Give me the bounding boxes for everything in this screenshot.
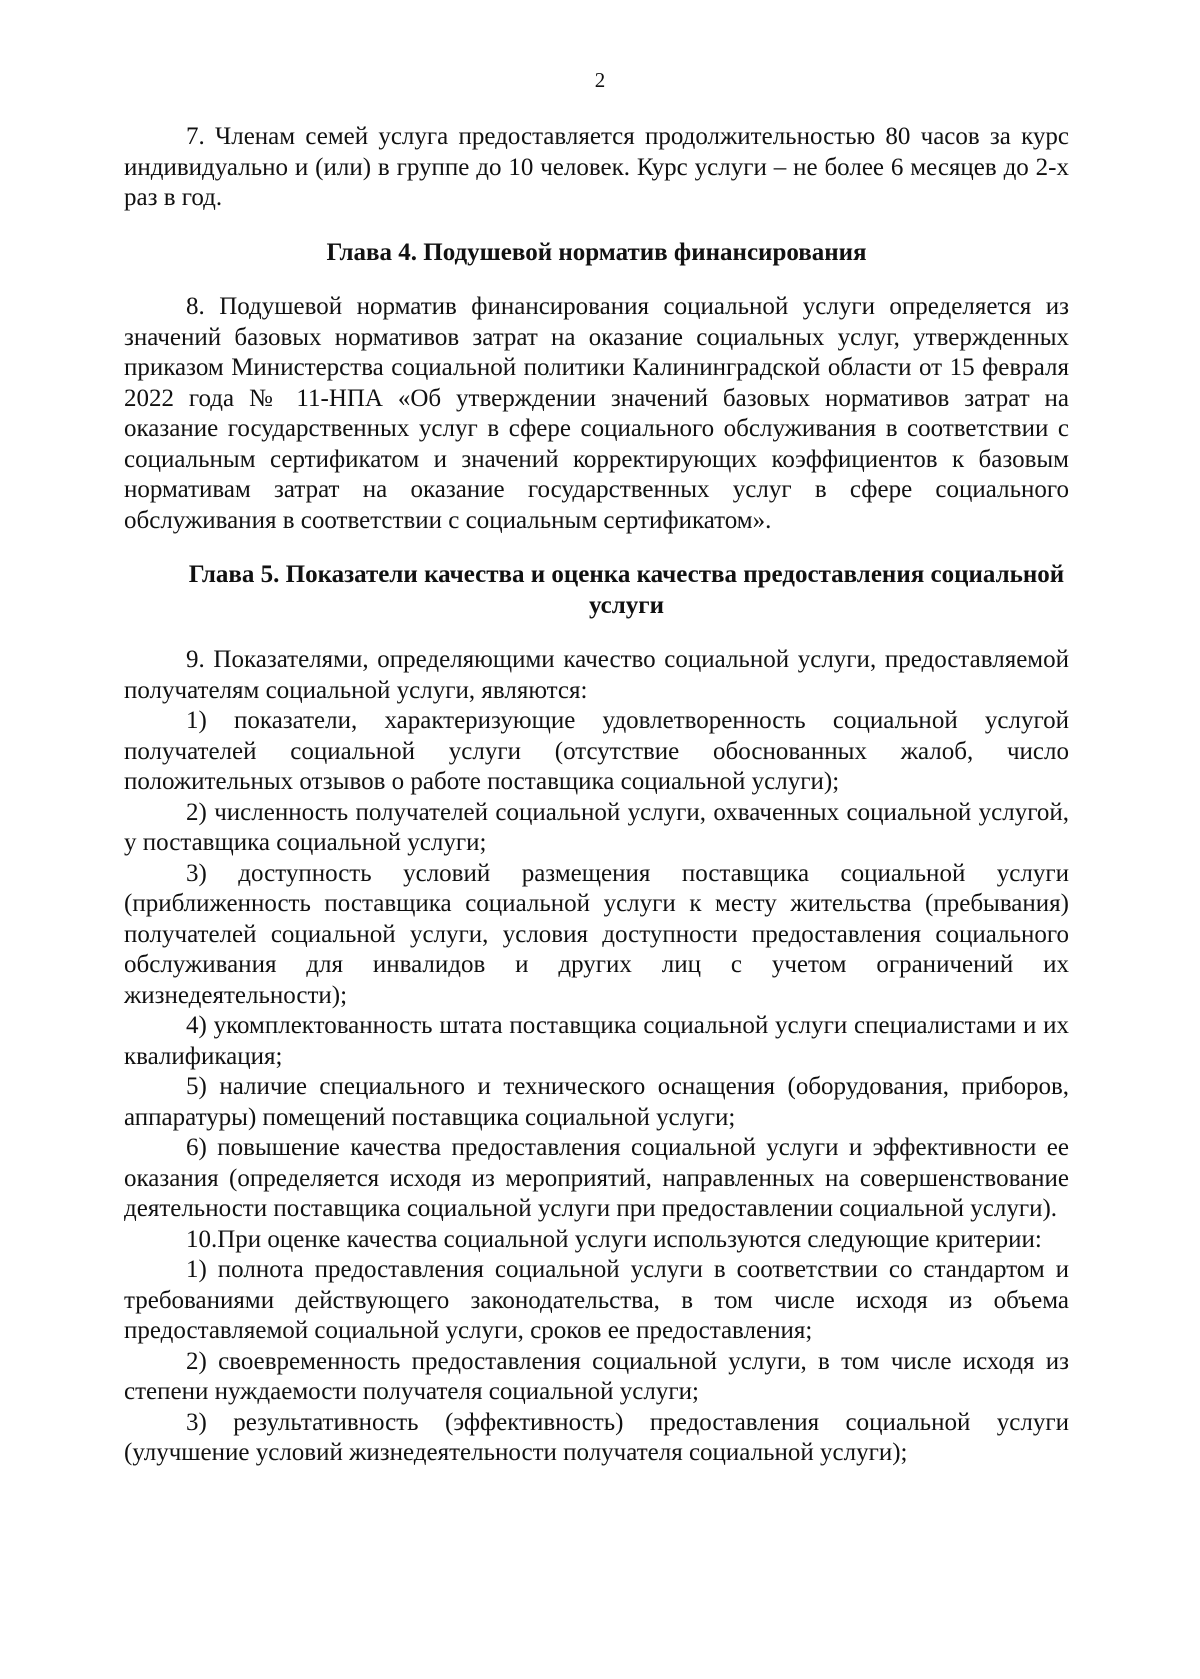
- list-item-10-1: 1) полнота предоставления социальной услуги в соответствии со стандартом и требованиями действующего законодательства, в том числе исходя из объема предоставляемой социальной услуги, сроков ее предоставления;: [124, 1256, 1069, 1344]
- list-item-9-5: 5) наличие специального и технического оснащения (оборудования, приборов, аппаратуры) помещений поставщика социальной услуги;: [124, 1073, 1069, 1131]
- list-item-9-4: 4) укомплектованность штата поставщика социальной услуги специалистами и их квалификация;: [124, 1012, 1069, 1070]
- document-body: [124, 122, 1069, 1469]
- paragraph-10: 10.При оценке качества социальной услуги используются следующие критерии:: [186, 1225, 1042, 1253]
- paragraph-8: 8. Подушевой норматив финансирования социальной услуги определяется из значений базовых нормативов затрат на оказание социальных услуг, утвержденных приказом Министерства социальной политики Калининградской области от 15 февраля 2022 года № 11-НПА «Об утверждении значений базовых нормативов затрат на оказание государственных услуг в сфере социального обслуживания в соответствии с социальным сертификатом и значений корректирующих коэффициентов к базовым нормативам затрат на оказание государственных услуг в сфере социального обслуживания в соответствии с социальным сертификатом».: [124, 293, 1069, 534]
- paragraph-9: 9. Показателями, определяющими качество социальной услуги, предоставляемой получателям социальной услуги, являются:: [124, 646, 1069, 704]
- list-item-10-3: 3) результативность (эффективность) предоставления социальной услуги (улучшение условий жизнедеятельности получателя социальной услуги);: [124, 1408, 1069, 1466]
- list-item-9-1: 1) показатели, характеризующие удовлетворенность социальной услугой получателей социальной услуги (отсутствие обоснованных жалоб, число положительных отзывов о работе поставщика социальной услуги);: [124, 707, 1069, 795]
- list-item-9-6: 6) повышение качества предоставления социальной услуги и эффективности ее оказания (определяется исходя из мероприятий, направленных на совершенствование деятельности поставщика социальной услуги при предоставлении социальной услуги).: [124, 1134, 1069, 1222]
- page-number: 2: [594, 68, 606, 92]
- list-item-10-2: 2) своевременность предоставления социальной услуги, в том числе исходя из степени нуждаемости получателя социальной услуги;: [124, 1347, 1069, 1405]
- chapter-5-heading: Глава 5. Показатели качества и оценка качества предоставления социальной услуги: [188, 561, 1065, 619]
- chapter-4-heading: Глава 4. Подушевой норматив финансирования: [326, 238, 867, 266]
- list-item-9-3: 3) доступность условий размещения поставщика социальной услуги (приближенность поставщика социальной услуги к месту жительства (пребывания) получателей социальной услуги, условия доступности предоставления социального обслуживания для инвалидов и других лиц с учетом ограничений их жизнедеятельности);: [124, 859, 1069, 1009]
- paragraph-7: 7. Членам семей услуга предоставляется продолжительностью 80 часов за курс индивидуально и (или) в группе до 10 человек. Курс услуги – не более 6 месяцев до 2-х раз в год.: [124, 123, 1069, 211]
- list-item-9-2: 2) численность получателей социальной услуги, охваченных социальной услугой, у поставщика социальной услуги;: [124, 798, 1069, 856]
